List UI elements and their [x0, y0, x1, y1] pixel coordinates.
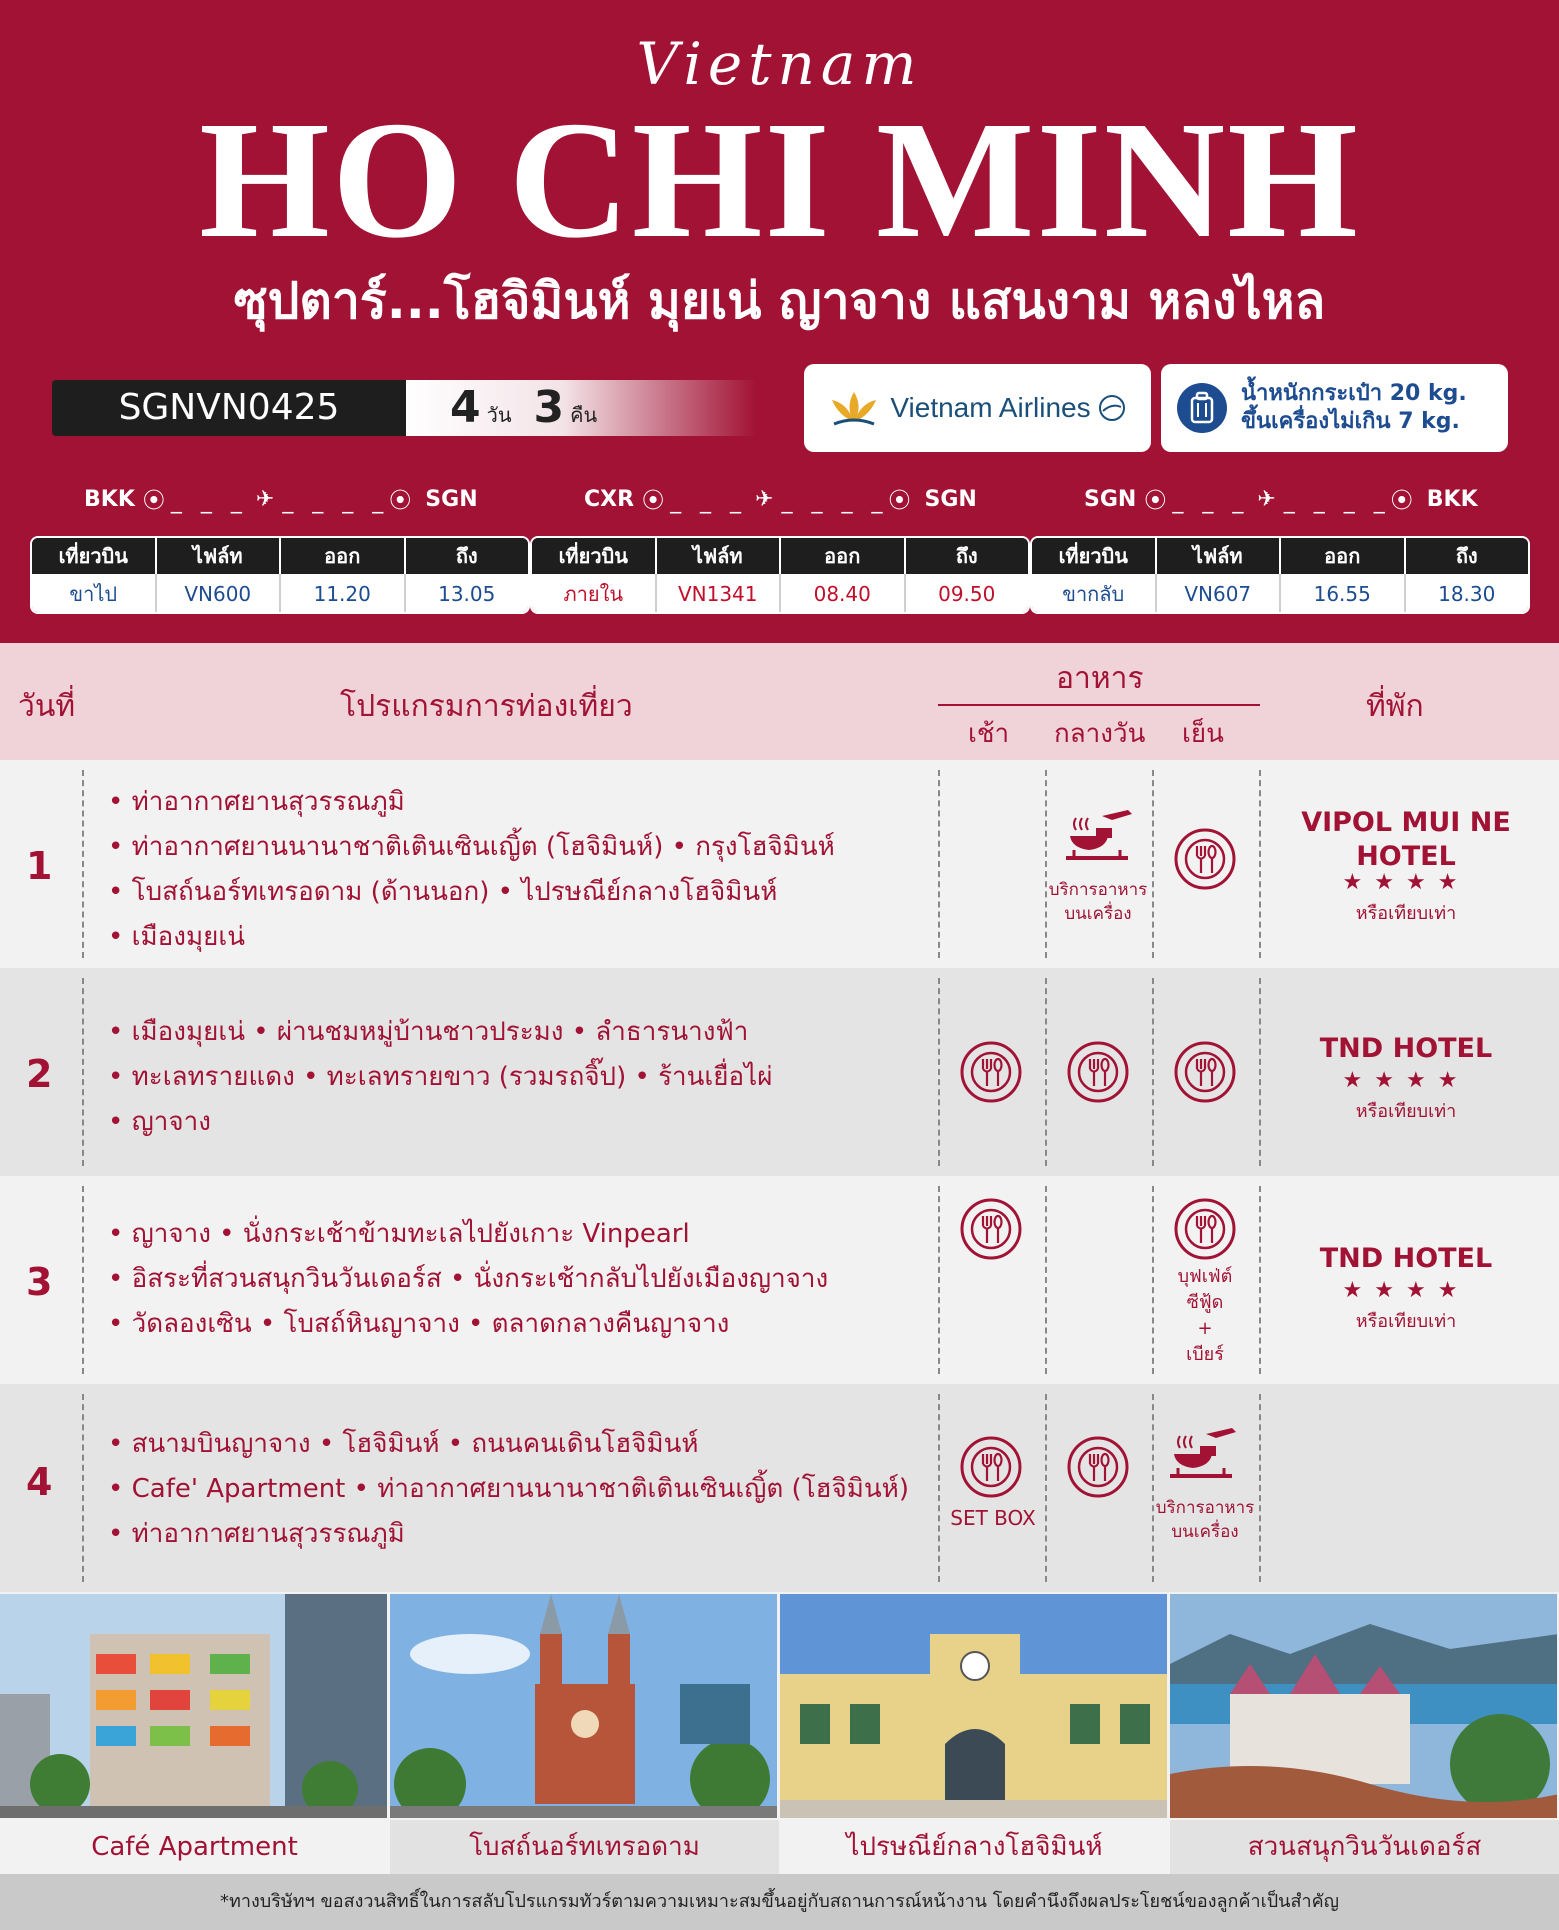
plate-cutlery-icon: [1067, 1436, 1129, 1498]
pin-icon: _ _ _ _⦿: [781, 489, 917, 514]
td-flight: ภายใน: [532, 574, 657, 614]
th-flight: เที่ยวบิน: [32, 538, 157, 574]
td-depart: 08.40: [781, 574, 906, 614]
th-flight: เที่ยวบิน: [1032, 538, 1157, 574]
days-count: 4: [450, 382, 481, 433]
pin-icon: ⦿_ _ _: [1144, 489, 1250, 514]
hotel-name: TND HOTEL: [1319, 1243, 1493, 1274]
td-depart: 11.20: [281, 574, 406, 614]
list-item: • ท่าอากาศยานนานาชาติเตินเซินเญิ้ต (โฮจิมินห์) • กรุงโฮจิมินห์: [108, 825, 835, 870]
day-row-1: [0, 760, 1559, 968]
dinner-caption: บุฟเฟ่ต์: [1177, 1266, 1233, 1287]
route-from: BKK: [84, 487, 135, 512]
pin-icon: ⦿_ _ _: [142, 489, 248, 514]
lunch-header: กลางวัน: [1054, 719, 1146, 749]
program-list: [108, 1010, 772, 1145]
photo-caption: โบสถ์นอร์ทเทรอดาม: [390, 1820, 779, 1874]
column-divider: [1152, 978, 1154, 1166]
inflight-meal-icon: [1162, 1424, 1242, 1484]
hotel-header: ที่พัก: [1366, 689, 1424, 724]
photo-vinwonders: [1170, 1594, 1557, 1818]
luggage-icon: [1177, 383, 1227, 433]
route-1: [84, 484, 478, 515]
list-item: • เมืองมุยเน่: [108, 915, 835, 960]
route-to: SGN: [924, 487, 977, 512]
td-number: VN607: [1157, 574, 1282, 614]
meal-divider: [938, 704, 1260, 706]
meal-header: อาหาร: [1056, 661, 1144, 696]
route-from: SGN: [1084, 487, 1137, 512]
lunch-caption: บนเครื่อง: [1064, 904, 1132, 924]
plane-icon: ✈: [255, 487, 275, 512]
th-number: ไฟล์ท: [157, 538, 282, 574]
route-3: [1084, 484, 1478, 515]
sub-title: ซุปตาร์...โฮจิมินห์ มุยเน่ ญาจาง แสนงาม หลงไหล: [233, 272, 1326, 330]
column-divider: [1152, 770, 1154, 958]
hotel-name: TND HOTEL: [1319, 1033, 1493, 1064]
column-divider: [1045, 1394, 1047, 1582]
td-arrive: 09.50: [938, 582, 996, 606]
photo-caption: Café Apartment: [0, 1820, 389, 1874]
hotel-stars: ★★★★: [1342, 1278, 1470, 1303]
day-number: 4: [26, 1460, 53, 1504]
main-title: HO CHI MINH: [199, 87, 1360, 273]
pin-icon: _ _ _ _⦿: [1283, 489, 1419, 514]
th-arrive: ถึง: [455, 544, 478, 568]
flight-table-return: [1030, 536, 1530, 614]
column-divider: [82, 1186, 84, 1374]
plate-cutlery-icon: [1174, 1198, 1236, 1260]
dinner-caption: +: [1197, 1318, 1213, 1339]
hotel-name: VIPOL MUI NE HOTEL: [1301, 807, 1511, 872]
inflight-meal-icon: [1058, 806, 1138, 866]
program-list: [108, 780, 835, 960]
list-item: • ญาจาง • นั่งกระเช้าข้ามทะเลไปยังเกาะ Vinpearl: [108, 1212, 828, 1257]
plate-cutlery-icon: [1174, 1041, 1236, 1103]
baggage-box: [1161, 364, 1508, 452]
baggage-weight: น้ำหนักกระเป๋า 20 kg.: [1241, 381, 1467, 406]
td-flight: ขาไป: [32, 574, 157, 614]
th-flight: เที่ยวบิน: [532, 538, 657, 574]
dinner-caption: เบียร์: [1186, 1344, 1224, 1365]
program-list: [108, 1212, 828, 1347]
dinner-caption: บริการอาหาร: [1155, 1498, 1255, 1518]
column-divider: [938, 1186, 940, 1374]
list-item: • สนามบินญาจาง • โฮจิมินห์ • ถนนคนเดินโฮจิมินห์: [108, 1422, 909, 1467]
list-item: • โบสถ์นอร์ทเทรอดาม (ด้านนอก) • ไปรษณีย์กลางโฮจิมินห์: [108, 870, 835, 915]
column-divider: [1045, 1186, 1047, 1374]
column-divider: [938, 770, 940, 958]
plane-icon: ✈: [1257, 487, 1276, 512]
plate-cutlery-icon: [1174, 828, 1236, 890]
day-row-3: [0, 1176, 1559, 1384]
lotus-logo-icon: [828, 388, 880, 428]
dinner-header: เย็น: [1182, 719, 1224, 749]
program-list: [108, 1422, 909, 1557]
day-number: 3: [26, 1260, 53, 1304]
column-divider: [1259, 1394, 1261, 1582]
airline-logo-box: [804, 364, 1151, 452]
column-divider: [1152, 1394, 1154, 1582]
lunch-caption: บริการอาหาร: [1048, 880, 1148, 900]
day-number: 1: [26, 844, 53, 888]
footnote: *ทางบริษัทฯ ขอสงวนสิทธิ์ในการสลับโปรแกรมทัวร์ตามความเหมาะสมขึ้นอยู่กับสถานการณ์หน้างาน โดยคำนึงถึงผลประโยชน์ของลูกค้าเป็นสำคัญ: [0, 1874, 1559, 1930]
tour-code: SGNVN0425: [52, 380, 406, 436]
photo-cafe-apartment: [0, 1594, 387, 1818]
list-item: • วัดลองเซิน • โบสถ์หินญาจาง • ตลาดกลางคืนญาจาง: [108, 1302, 828, 1347]
column-divider: [938, 1394, 940, 1582]
photo-central-post-office: [780, 1594, 1167, 1818]
skyteam-icon: [1097, 393, 1127, 423]
plate-cutlery-icon: [960, 1198, 1022, 1260]
th-depart: ออก: [1281, 538, 1406, 574]
photo-caption: ไปรษณีย์กลางโฮจิมินห์: [780, 1820, 1169, 1874]
pin-icon: _ _ _ _⦿: [282, 489, 418, 514]
tour-code-bar: [52, 380, 756, 436]
hotel-note: หรือเทียบเท่า: [1355, 903, 1457, 924]
list-item: • อิสระที่สวนสนุกวินวันเดอร์ส • นั่งกระเช้ากลับไปยังเมืองญาจาง: [108, 1257, 828, 1302]
breakfast-header: เช้า: [968, 719, 1010, 749]
header-banner: [0, 0, 1559, 643]
column-divider: [82, 1394, 84, 1582]
td-flight: ขากลับ: [1032, 574, 1157, 614]
day-row-4: [0, 1384, 1559, 1592]
th-depart: ออก: [781, 538, 906, 574]
plate-cutlery-icon: [1067, 1041, 1129, 1103]
nights-count: 3: [533, 382, 565, 433]
list-item: • เมืองมุยเน่ • ผ่านชมหมู่บ้านชาวประมง • ลำธารนางฟ้า: [108, 1010, 772, 1055]
breakfast-caption: SET BOX: [950, 1506, 1036, 1530]
column-divider: [1259, 770, 1261, 958]
hotel-stars: ★★★★: [1342, 870, 1470, 895]
pin-icon: ⦿_ _ _: [642, 489, 748, 514]
itinerary-header: [0, 643, 1559, 760]
hotel-stars: ★★★★: [1342, 1068, 1470, 1093]
column-divider: [938, 978, 940, 1166]
list-item: • ท่าอากาศยานสุวรรณภูมิ: [108, 780, 835, 825]
days-unit: วัน: [486, 403, 512, 427]
th-arrive: ถึง: [1455, 544, 1478, 568]
airline-name: Vietnam Airlines: [890, 392, 1091, 423]
route-from: CXR: [584, 487, 635, 512]
day-row-2: [0, 968, 1559, 1176]
hotel-note: หรือเทียบเท่า: [1355, 1311, 1457, 1332]
day-number: 2: [26, 1052, 53, 1096]
route-2: [584, 484, 977, 515]
th-number: ไฟล์ท: [657, 538, 782, 574]
flight-table-domestic: [530, 536, 1030, 614]
dinner-caption: บนเครื่อง: [1171, 1522, 1239, 1542]
duration: [406, 380, 756, 436]
list-item: • ทะเลทรายแดง • ทะเลทรายขาว (รวมรถจิ๊ป) • ร้านเยื่อไผ่: [108, 1055, 772, 1100]
photo-caption: สวนสนุกวินวันเดอร์ส: [1170, 1820, 1559, 1874]
td-depart: 16.55: [1281, 574, 1406, 614]
list-item: • ท่าอากาศยานสุวรรณภูมิ: [108, 1512, 909, 1557]
carryon-weight: ขึ้นเครื่องไม่เกิน 7 kg.: [1241, 409, 1460, 434]
td-number: VN1341: [657, 574, 782, 614]
column-divider: [82, 978, 84, 1166]
route-to: SGN: [425, 487, 478, 512]
column-divider: [1045, 978, 1047, 1166]
td-arrive: 13.05: [438, 582, 496, 606]
column-divider: [82, 770, 84, 958]
column-divider: [1259, 978, 1261, 1166]
plate-cutlery-icon: [960, 1436, 1022, 1498]
photo-notre-dame: [390, 1594, 777, 1818]
th-arrive: ถึง: [955, 544, 978, 568]
th-depart: ออก: [281, 538, 406, 574]
dinner-caption: ซีฟู้ด: [1186, 1292, 1224, 1313]
flight-table-outbound: [30, 536, 530, 614]
plate-cutlery-icon: [960, 1041, 1022, 1103]
program-header: โปรแกรมการท่องเที่ยว: [340, 689, 633, 724]
hotel-note: หรือเทียบเท่า: [1355, 1101, 1457, 1122]
list-item: • Cafe' Apartment • ท่าอากาศยานนานาชาติเตินเซินเญิ้ต (โฮจิมินห์): [108, 1467, 909, 1512]
script-title: Vietnam: [636, 30, 923, 98]
day-header: วันที่: [18, 689, 76, 724]
route-to: BKK: [1426, 487, 1478, 512]
plane-icon: ✈: [755, 487, 774, 512]
td-arrive: 18.30: [1438, 582, 1496, 606]
nights-unit: คืน: [570, 403, 598, 427]
column-divider: [1045, 770, 1047, 958]
td-number: VN600: [157, 574, 282, 614]
th-number: ไฟล์ท: [1157, 538, 1282, 574]
list-item: • ญาจาง: [108, 1100, 772, 1145]
